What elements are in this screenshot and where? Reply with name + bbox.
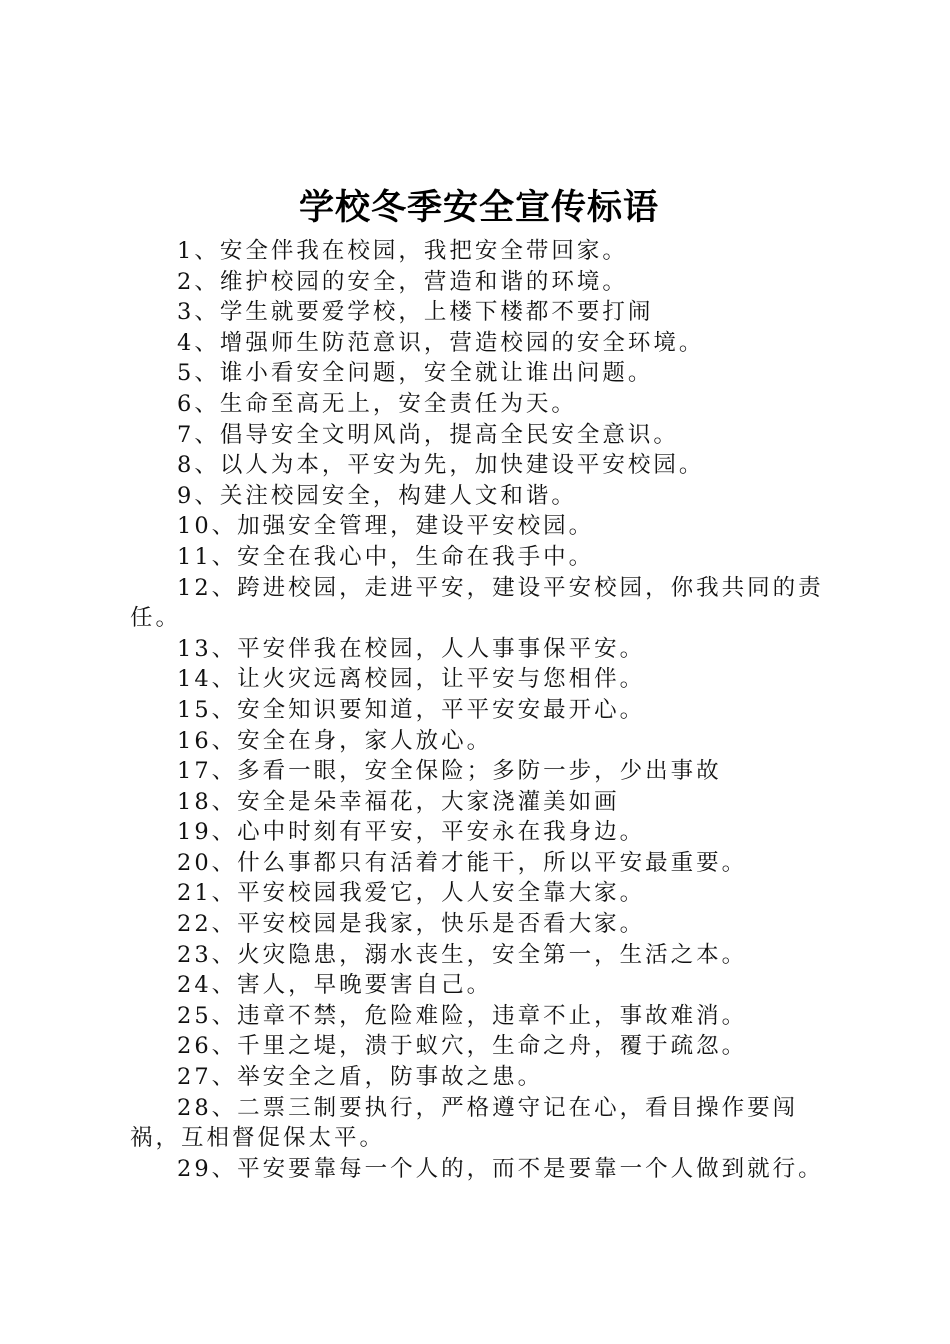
slogan-item: 17、多看一眼，安全保险；多防一步，少出事故 <box>177 758 722 785</box>
slogan-item: 24、害人，早晚要害自己。 <box>177 972 493 999</box>
slogan-item: 4、增强师生防范意识，营造校园的安全环境。 <box>177 329 705 356</box>
slogan-item: 20、什么事都只有活着才能干，所以平安最重要。 <box>177 849 748 876</box>
document-title: 学校冬季安全宣传标语 <box>298 188 659 228</box>
slogan-item: 10、加强安全管理，建设平安校园。 <box>177 513 595 540</box>
slogan-item: 12、跨进校园，走进平安，建设平安校园，你我共同的责任。 <box>130 574 824 632</box>
slogan-item: 27、举安全之盾，防事故之患。 <box>177 1064 544 1091</box>
slogan-item: 18、安全是朵幸福花，大家浇灌美如画 <box>177 788 620 815</box>
slogan-item: 8、以人为本，平安为先，加快建设平安校园。 <box>177 452 705 479</box>
slogan-item: 11、安全在我心中，生命在我手中。 <box>177 543 595 570</box>
slogan-item: 28、二票三制要执行，严格遵守记在心，看目操作要闯祸，互相督促保太平。 <box>130 1094 799 1152</box>
slogan-item: 23、火灾隐患，溺水丧生，安全第一，生活之本。 <box>177 941 748 968</box>
slogan-item: 13、平安伴我在校园，人人事事保平安。 <box>177 635 646 662</box>
slogan-list <box>130 236 842 1184</box>
slogan-item: 5、谁小看安全问题，安全就让谁出问题。 <box>177 360 654 387</box>
slogan-item: 21、平安校园我爱它，人人安全靠大家。 <box>177 880 646 907</box>
slogan-item: 15、安全知识要知道，平平安安最开心。 <box>177 696 646 723</box>
slogan-item: 16、安全在身，家人放心。 <box>177 727 493 754</box>
slogan-item: 19、心中时刻有平安，平安永在我身边。 <box>177 819 646 846</box>
slogan-item: 26、千里之堤，溃于蚁穴，生命之舟，覆于疏忽。 <box>177 1033 748 1060</box>
slogan-item: 14、让火灾远离校园，让平安与您相伴。 <box>177 666 646 693</box>
slogan-item: 9、关注校园安全，构建人文和谐。 <box>177 482 577 509</box>
slogan-item: 7、倡导安全文明风尚，提高全民安全意识。 <box>177 421 679 448</box>
slogan-item: 25、违章不禁，危险难险，违章不止，事故难消。 <box>177 1002 748 1029</box>
slogan-item: 2、维护校园的安全，营造和谐的环境。 <box>177 268 628 295</box>
slogan-item: 1、安全伴我在校园，我把安全带回家。 <box>177 238 628 264</box>
slogan-item: 29、平安要靠每一个人的，而不是要靠一个人做到就行。 <box>177 1155 824 1182</box>
slogan-item: 3、学生就要爱学校，上楼下楼都不要打闹 <box>177 299 654 326</box>
slogan-item: 22、平安校园是我家，快乐是否看大家。 <box>177 911 646 938</box>
slogan-item: 6、生命至高无上，安全责任为天。 <box>177 390 577 417</box>
